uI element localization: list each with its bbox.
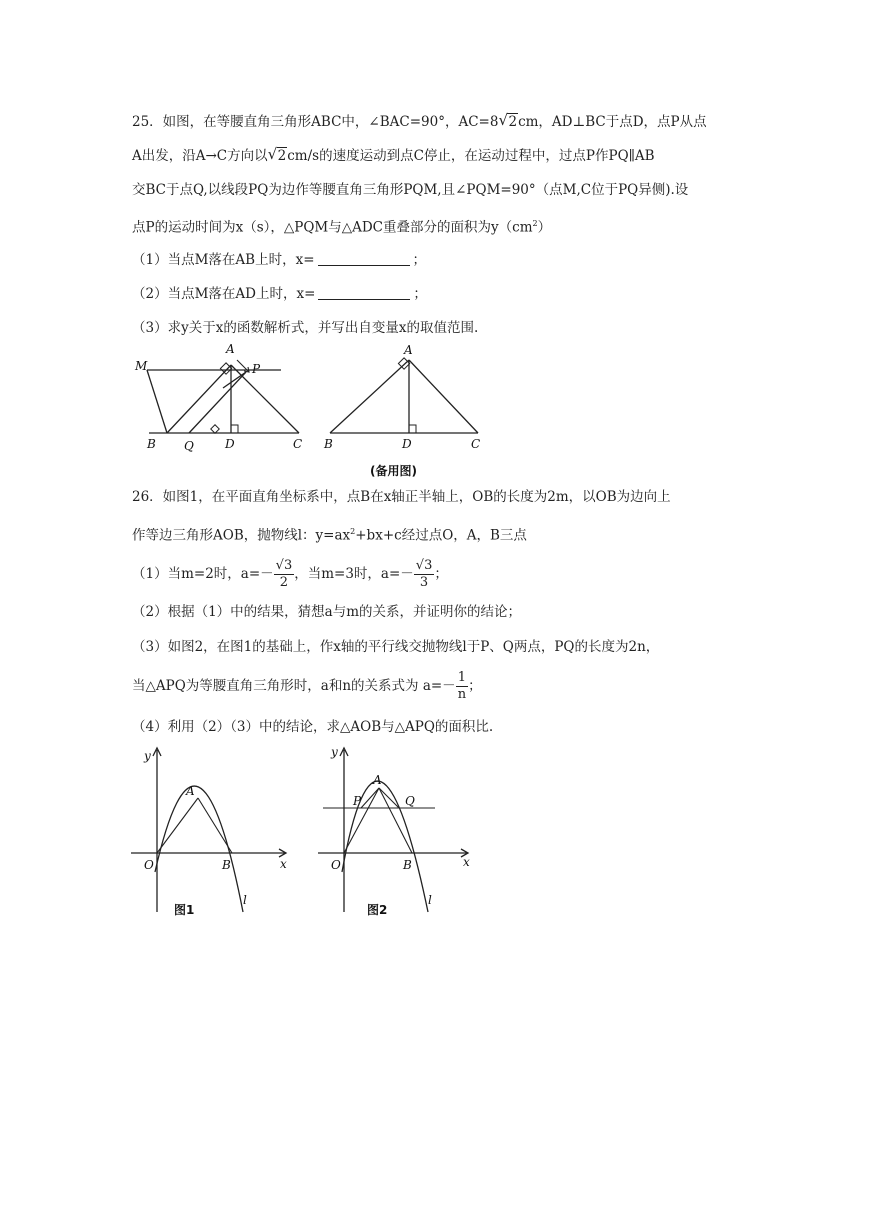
label-D: D: [402, 437, 412, 451]
label-D: D: [225, 437, 235, 451]
q26-part1: [132, 556, 448, 592]
q25-part1: [132, 250, 426, 270]
q26-part4: （4）利用（2）（3）中的结论，求△AOB与△APQ的面积比.: [132, 719, 494, 735]
label-B: B: [403, 858, 412, 872]
label-O: O: [144, 858, 154, 872]
q25-part1-end: ；: [412, 252, 427, 268]
sqrt-symbol: √ 2: [267, 145, 287, 164]
label-Q: Q: [184, 439, 194, 453]
q25-text: cm，AD⊥BC于点D，点P从点: [518, 114, 707, 130]
q26-part1-text: ；: [434, 566, 448, 582]
q25-line2: [132, 146, 655, 166]
label-x: x: [463, 855, 470, 869]
q26-part1-text: （1）当m=2时，a=－: [132, 566, 274, 582]
label-A: A: [404, 343, 413, 357]
label-l: l: [428, 893, 432, 907]
q26-part1-text: ，当m=3时，a=－: [294, 566, 414, 582]
label-B: B: [222, 858, 231, 872]
fraction: $\frac{√3}{2}$: [275, 558, 293, 590]
q26-line1: 26．如图1，在平面直角坐标系中，点B在x轴正半轴上，OB的长度为2m，以OB为边向上: [132, 489, 671, 505]
superscript: 2: [532, 219, 538, 228]
q25-text: cm/s的速度运动到点C停止，在运动过程中，过点P作PQ∥AB: [287, 148, 655, 164]
label-Q: Q: [405, 794, 415, 808]
label-x: x: [280, 857, 287, 871]
figure-caption: 图2: [367, 903, 388, 917]
q25-part2-end: ；: [413, 286, 427, 302]
label-A: A: [186, 784, 195, 798]
q26-figure-2: [315, 742, 485, 917]
q25-part2: [132, 284, 427, 304]
q26-figure-1: [128, 742, 298, 917]
q26-part3: （3）如图2，在图1的基础上，作x轴的平行线交抛物线l于P、Q两点，PQ的长度为2n，: [132, 639, 660, 655]
label-B: B: [324, 437, 333, 451]
figure-caption: 图1: [174, 903, 195, 917]
q25-figure-spare: [318, 340, 498, 485]
label-B: B: [147, 437, 156, 451]
fraction: $\frac{√3}{3}$: [415, 558, 433, 590]
answer-blank: [318, 285, 410, 300]
label-A: A: [226, 342, 235, 356]
q26-part3-text: ；: [468, 678, 482, 694]
label-A: A: [373, 773, 382, 787]
q26-line2: [132, 522, 527, 546]
label-C: C: [293, 437, 303, 451]
q26-part2: （2）根据（1）中的结果，猜想a与m的关系，并证明你的结论；: [132, 604, 522, 620]
q25-text: A出发，沿A→C方向以: [132, 148, 268, 164]
q25-part1-text: （1）当点M落在AB上时，x=: [132, 252, 315, 268]
q26-text: 作等边三角形AOB，抛物线l：y=ax: [132, 527, 351, 544]
q25-text: 25．如图，在等腰直角三角形ABC中，∠BAC=90°，AC=8: [132, 114, 499, 130]
sqrt-symbol: √ 2: [498, 111, 518, 130]
q25-text: 点P的运动时间为x（s），△PQM与△ADC重叠部分的面积为y（cm: [132, 219, 533, 236]
label-l: l: [243, 893, 247, 907]
label-y: y: [144, 749, 151, 763]
q26-text: +bx+c经过点O，A，B三点: [355, 527, 527, 544]
q25-line1: [132, 112, 707, 132]
q25-line3: 交BC于点Q,以线段PQ为边作等腰直角三角形PQM,且∠PQM=90°（点M,C位于PQ异侧).设: [132, 182, 689, 198]
q25-figure-main: [125, 340, 315, 455]
fraction: $\frac{1}{n}$: [457, 670, 467, 702]
q25-part3: （3）求y关于x的函数解析式，并写出自变量x的取值范围.: [132, 320, 479, 336]
label-y: y: [331, 745, 338, 759]
label-P: P: [252, 362, 261, 376]
q25-text: ）: [537, 219, 552, 236]
q25-line4: [132, 214, 551, 238]
figure-caption: (备用图): [370, 464, 417, 478]
q26-part3-text: 当△APQ为等腰直角三角形时，a和n的关系式为 a=－: [132, 678, 456, 694]
q26-part3b: [132, 668, 482, 704]
label-P: P: [353, 794, 362, 808]
q25-part2-text: （2）当点M落在AD上时，x=: [132, 286, 316, 302]
superscript: 2: [350, 527, 356, 536]
label-C: C: [471, 437, 481, 451]
answer-blank: [318, 251, 410, 266]
label-O: O: [331, 858, 341, 872]
label-M: M: [135, 359, 148, 373]
